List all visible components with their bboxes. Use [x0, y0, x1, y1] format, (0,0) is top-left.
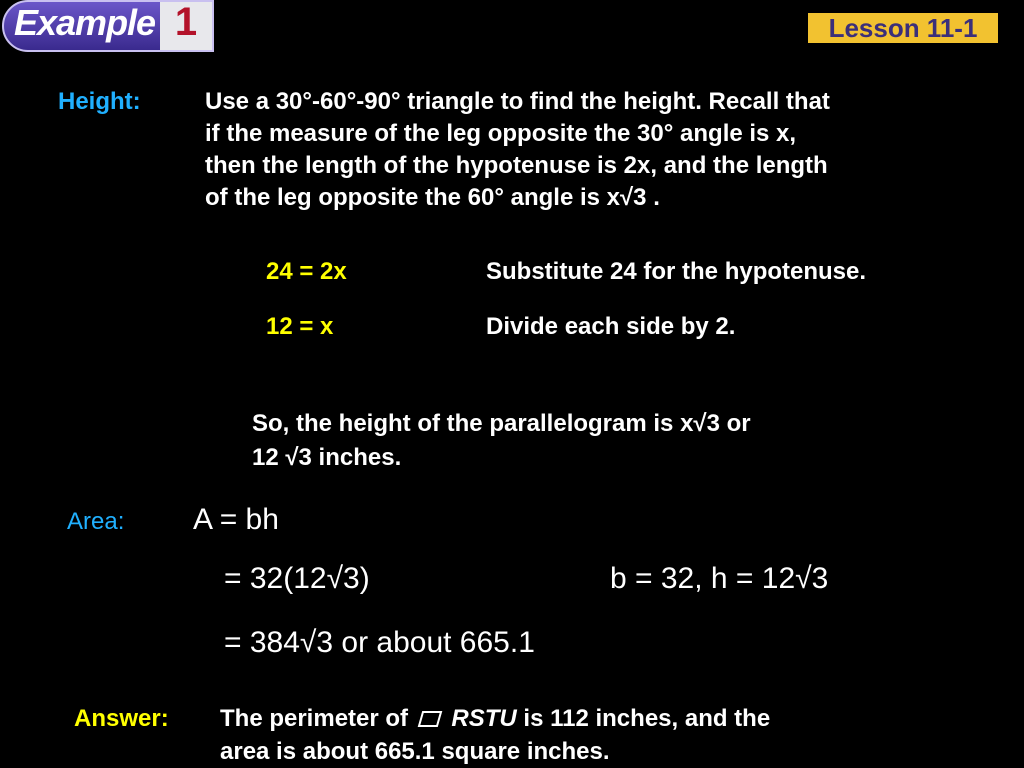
lesson-label: Lesson 11-1 [828, 13, 978, 43]
answer-label: Answer: [74, 705, 169, 732]
answer-line-1-pre: The perimeter of [220, 705, 409, 732]
answer-line-1 [220, 703, 770, 735]
height-conclusion-line-2: 12 √3 inches. [252, 444, 402, 471]
area-step-1: = 32(12√3) [224, 562, 370, 595]
height-explanation-line-1: Use a 30°-60°-90° triangle to find the height. Recall that [205, 88, 830, 115]
area-step-2: = 384√3 or about 665.1 [224, 626, 535, 659]
step-equation-2: 12 = x [266, 313, 334, 340]
answer-shape-name: RSTU [451, 705, 517, 732]
height-label: Height: [58, 88, 141, 115]
height-explanation-line-4: of the leg opposite the 60° angle is x√3 . [205, 184, 660, 211]
answer-line-1-post: is 112 inches, and the [523, 705, 771, 732]
answer-line-2: area is about 665.1 square inches. [220, 738, 610, 765]
height-explanation-line-2: if the measure of the leg opposite the 30° angle is x, [205, 120, 797, 147]
example-number: 1 [174, 0, 198, 44]
height-conclusion-line-1: So, the height of the parallelogram is x√3 or [252, 410, 751, 437]
area-formula: A = bh [193, 503, 279, 536]
area-label: Area: [67, 508, 125, 535]
step-equation-1: 24 = 2x [266, 258, 347, 285]
parallelogram-icon [415, 703, 445, 735]
example-label: Example [14, 2, 156, 43]
height-explanation-line-3: then the length of the hypotenuse is 2x, and the length [205, 152, 828, 179]
step-reason-1: Substitute 24 for the hypotenuse. [486, 258, 867, 285]
step-reason-2: Divide each side by 2. [486, 313, 736, 340]
area-given-values: b = 32, h = 12√3 [610, 562, 829, 595]
